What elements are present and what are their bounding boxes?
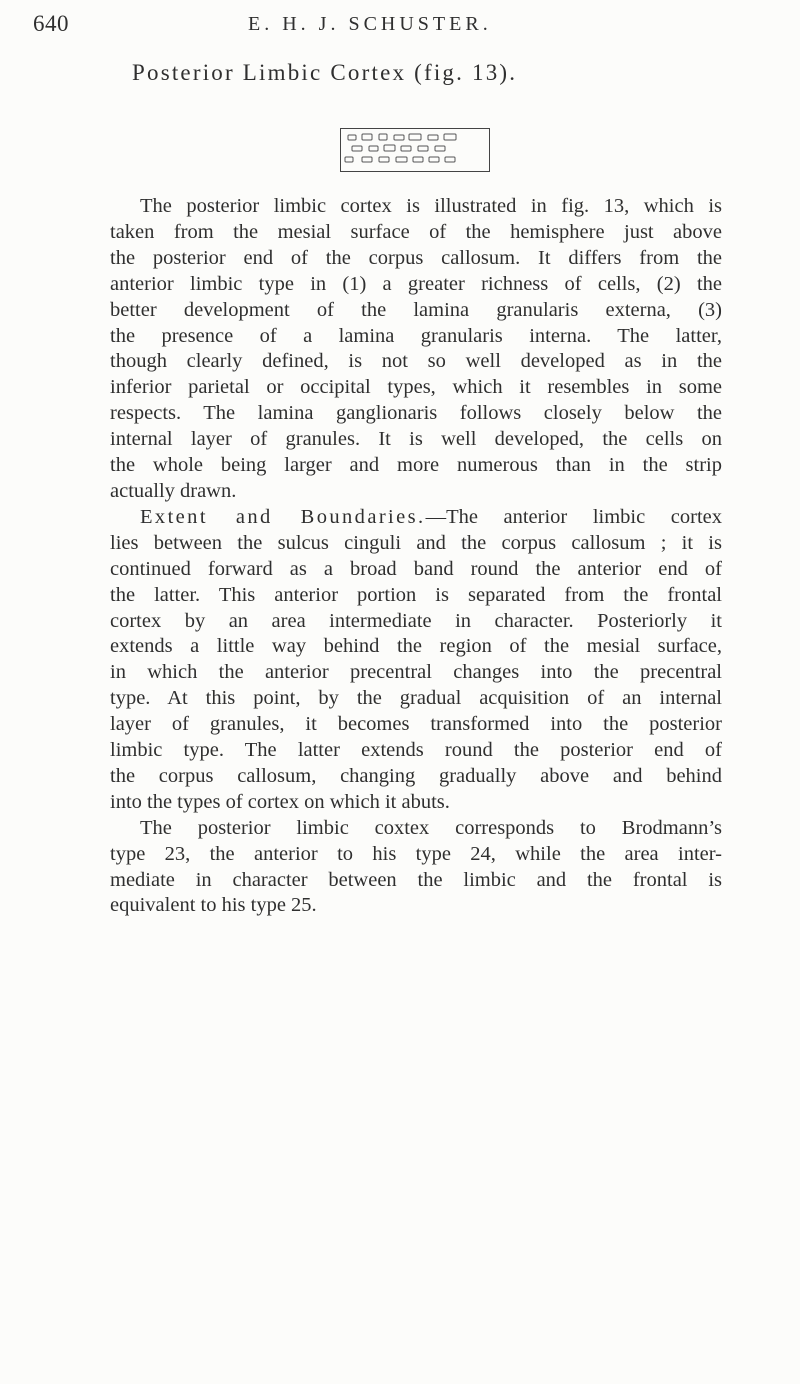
- paragraph: [110, 194, 722, 505]
- figure-cortex-strip: [340, 128, 490, 172]
- text-line: in which the anterior precentral changes into the precentral: [110, 661, 722, 684]
- text-line: extends a little way behind the region of the mesial surface,: [110, 635, 722, 658]
- text-line: though clearly defined, is not so well developed as in the: [110, 350, 722, 373]
- text-line: taken from the mesial surface of the hemisphere just above: [110, 220, 722, 243]
- section-title: Posterior Limbic Cortex (fig. 13).: [132, 60, 518, 85]
- text-line: respects. The lamina ganglionaris follows closely below the: [110, 402, 722, 425]
- text-line: The posterior limbic cortex is illustrated in fig. 13, which is: [140, 195, 722, 217]
- subsection-heading: Extent and Boundaries.: [140, 505, 426, 528]
- text-line: The posterior limbic coxtex corresponds to Brodmann’s: [140, 816, 722, 839]
- paragraph: [110, 505, 722, 816]
- text-line: lies between the sulcus cinguli and the corpus callosum ; it is: [110, 531, 722, 554]
- text-line: limbic type. The latter extends round the posterior end of: [110, 739, 722, 762]
- text-line: type 23, the anterior to his type 24, while the area inter-: [110, 842, 722, 865]
- text-line: inferior parietal or occipital types, which it resembles in some: [110, 376, 722, 399]
- text-line: the corpus callosum, changing gradually above and behind: [110, 764, 722, 787]
- text-line: the posterior end of the corpus callosum. It differs from the: [110, 246, 722, 269]
- text-line: into the types of cortex on which it abuts.: [110, 790, 450, 813]
- cell-strip-drawing: [341, 129, 491, 173]
- text-line: mediate in character between the limbic and the frontal is: [110, 868, 722, 891]
- text-line: continued forward as a broad band round the anterior end of: [110, 557, 722, 580]
- text-line: the latter. This anterior portion is separated from the frontal: [110, 583, 722, 606]
- text-line: layer of granules, it becomes transformed into the posterior: [110, 713, 722, 736]
- text-line: the whole being larger and more numerous than in the strip: [110, 454, 722, 477]
- text-line: better development of the lamina granularis externa, (3): [110, 298, 722, 321]
- running-head: E. H. J. SCHUSTER.: [248, 13, 492, 35]
- text-line: type. At this point, by the gradual acquisition of an internal: [110, 687, 722, 710]
- paragraph: [110, 816, 722, 920]
- text-line: [110, 505, 722, 531]
- text-line: the presence of a lamina granularis interna. The latter,: [110, 324, 722, 347]
- text-line: cortex by an area intermediate in character. Posteriorly it: [110, 609, 722, 632]
- text-line: internal layer of granules. It is well developed, the cells on: [110, 428, 722, 451]
- text-line: anterior limbic type in (1) a greater richness of cells, (2) the: [110, 272, 722, 295]
- text-run: —The anterior limbic cortex: [425, 505, 722, 528]
- text-line: actually drawn.: [110, 479, 237, 502]
- page-header: [0, 0, 800, 40]
- text-line: equivalent to his type 25.: [110, 894, 317, 917]
- page-number: 640: [33, 11, 69, 36]
- body-text: [110, 194, 722, 919]
